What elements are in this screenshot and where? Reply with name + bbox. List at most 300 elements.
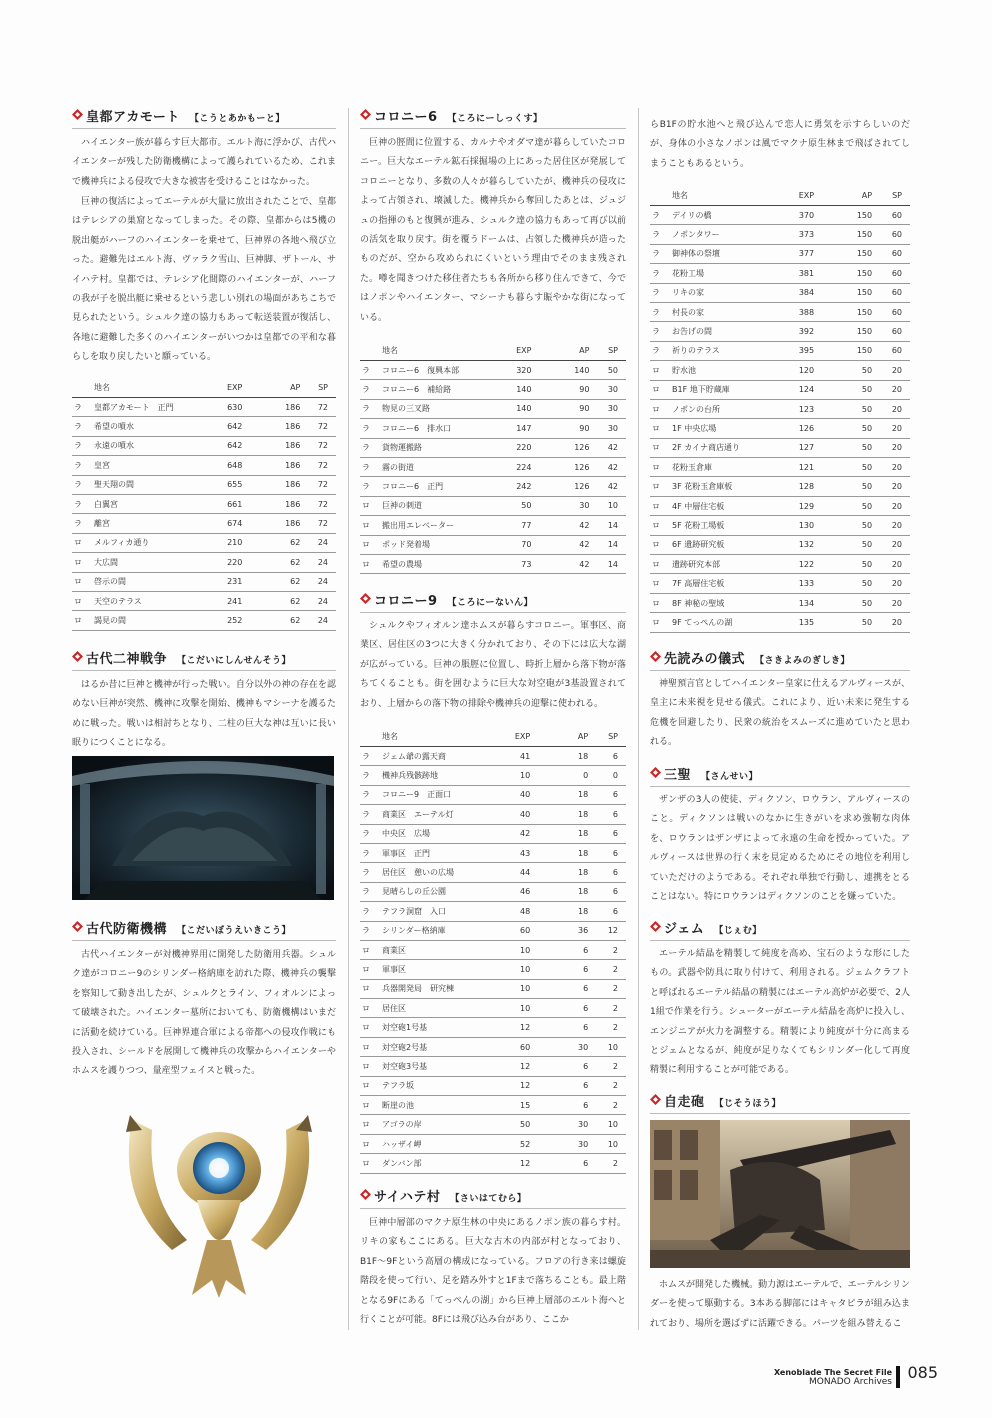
table-header-row bbox=[72, 378, 336, 398]
cell-exp: 630 bbox=[215, 398, 250, 417]
cell-type: ロ bbox=[360, 1134, 382, 1153]
section-reading: 【さいはてむら】 bbox=[450, 1194, 527, 1204]
cell-exp: 377 bbox=[784, 244, 822, 263]
section-title: コロニー6 bbox=[374, 110, 438, 125]
cell-sp: 30 bbox=[597, 380, 626, 399]
cell-exp: 50 bbox=[500, 1115, 538, 1134]
cell-location: ダンバン部 bbox=[382, 1154, 500, 1173]
section-title: 三聖 bbox=[664, 768, 692, 783]
diamond-icon bbox=[650, 1094, 661, 1105]
cell-location: 希望の農場 bbox=[382, 554, 503, 573]
cell-sp: 6 bbox=[596, 843, 626, 862]
section-heading bbox=[650, 648, 910, 671]
cell-sp: 30 bbox=[597, 419, 626, 438]
cell-location: ノポンの台所 bbox=[672, 399, 784, 418]
cell-location: 中央区 広場 bbox=[382, 824, 500, 843]
table-row bbox=[360, 496, 626, 515]
cell-ap: 18 bbox=[538, 882, 596, 901]
header-ap: AP bbox=[250, 378, 308, 398]
cell-sp: 60 bbox=[880, 206, 910, 225]
paragraph: エーテル結晶を精製して純度を高め、宝石のような形にしたもの。武器や防具に取り付けて、利用される。ジェムクラフトと呼ばれるエーテル結晶の精製にはエーテル高炉が必要で、2人1組で作業を行う。シューターがエーテル結晶を高炉に投入し、エンジニアが火力を調整する。精製により純度が十分に高まるとジェムとなるが、純度が足りなくてもシリンダー化して再度精製に利用することが可能である。 bbox=[650, 949, 910, 1076]
cell-sp: 72 bbox=[308, 398, 336, 417]
cell-sp: 42 bbox=[597, 477, 626, 496]
cell-type: ロ bbox=[360, 1096, 382, 1115]
cell-sp: 50 bbox=[597, 361, 626, 380]
cell-location: 断崖の池 bbox=[382, 1096, 500, 1115]
section-heading bbox=[72, 648, 336, 671]
section-title: ジェム bbox=[664, 922, 705, 937]
cell-ap: 6 bbox=[538, 979, 596, 998]
cell-type: ロ bbox=[650, 613, 672, 632]
cell-location: コロニー6 正門 bbox=[382, 477, 503, 496]
table-row bbox=[360, 457, 626, 476]
cell-type: ロ bbox=[650, 593, 672, 612]
cell-sp: 72 bbox=[308, 436, 336, 455]
cell-type: ロ bbox=[360, 554, 382, 573]
cell-type: ロ bbox=[650, 399, 672, 418]
cell-exp: 12 bbox=[500, 1076, 538, 1095]
table-header-row bbox=[650, 186, 910, 206]
cell-type: ラ bbox=[650, 322, 672, 341]
cell-sp: 24 bbox=[308, 591, 336, 610]
cell-type: ロ bbox=[360, 496, 382, 515]
cell-ap: 6 bbox=[538, 1018, 596, 1037]
cell-type: ラ bbox=[72, 494, 94, 513]
cell-sp: 72 bbox=[308, 456, 336, 475]
cell-ap: 50 bbox=[822, 438, 880, 457]
cell-type: ラ bbox=[72, 456, 94, 475]
cell-ap: 18 bbox=[538, 747, 596, 766]
cell-exp: 41 bbox=[500, 747, 538, 766]
cell-exp: 395 bbox=[784, 341, 822, 360]
cell-sp: 72 bbox=[308, 514, 336, 533]
cell-exp: 123 bbox=[784, 399, 822, 418]
cell-location: リキの家 bbox=[672, 283, 784, 302]
header-name: 地名 bbox=[650, 186, 784, 206]
table-row bbox=[360, 1076, 626, 1095]
table-row bbox=[360, 979, 626, 998]
table-row bbox=[650, 206, 910, 225]
cell-location: 希望の噴水 bbox=[94, 417, 215, 436]
location-table bbox=[360, 727, 626, 1174]
table-header-row bbox=[360, 727, 626, 747]
cell-type: ラ bbox=[360, 419, 382, 438]
location-table bbox=[72, 378, 336, 631]
cell-sp: 6 bbox=[596, 747, 626, 766]
cell-exp: 60 bbox=[500, 1037, 538, 1056]
cell-ap: 50 bbox=[822, 574, 880, 593]
table-row bbox=[650, 419, 910, 438]
cell-location: 謁見の間 bbox=[94, 611, 215, 630]
cell-ap: 186 bbox=[250, 475, 308, 494]
cell-exp: 12 bbox=[500, 1154, 538, 1173]
cell-type: ラ bbox=[72, 398, 94, 417]
cell-location: 搬出用エレベーター bbox=[382, 516, 503, 535]
cell-location: 啓示の間 bbox=[94, 572, 215, 591]
cell-sp: 72 bbox=[308, 475, 336, 494]
cell-ap: 42 bbox=[539, 516, 597, 535]
cell-type: ロ bbox=[360, 999, 382, 1018]
cell-ap: 6 bbox=[538, 999, 596, 1018]
table-row bbox=[360, 1154, 626, 1173]
cell-sp: 10 bbox=[596, 1037, 626, 1056]
cell-ap: 18 bbox=[538, 785, 596, 804]
table-row bbox=[650, 244, 910, 263]
section-title: サイハテ村 bbox=[374, 1190, 441, 1205]
cell-ap: 90 bbox=[539, 399, 597, 418]
paragraph: 巨神の復活によってエーテルが大量に放出されたことで、皇都はテレシアの巣窟となってしまった。その際、皇都からは5機の脱出艇がハーフのハイエンターを乗せて、巨神界の各地へ飛び立った。避難先はエルト海、ヴァラク雪山、巨神脚、ザトール、サイハテ村。皇都では、テレシア化間際のハイエンターが、ハーフの我が子を脱出艇に乗せるという悲しい別れの場面があちこちで見られたという。シュルク達の協力もあって転送装置が復活し、各地に避難した多くのハイエンターがいつかは皇都での平和な暮らしを取り戻したいと願っている。 bbox=[72, 197, 336, 363]
diamond-icon bbox=[72, 921, 83, 932]
cell-type: ロ bbox=[360, 535, 382, 554]
header-name: 地名 bbox=[360, 341, 503, 361]
cell-location: コロニー6 復興本部 bbox=[382, 361, 503, 380]
cell-ap: 50 bbox=[822, 458, 880, 477]
table-row bbox=[650, 225, 910, 244]
cell-exp: 133 bbox=[784, 574, 822, 593]
location-table bbox=[650, 186, 910, 633]
cell-exp: 220 bbox=[503, 438, 540, 457]
table-row bbox=[360, 1018, 626, 1037]
cell-ap: 0 bbox=[538, 766, 596, 785]
cell-exp: 128 bbox=[784, 477, 822, 496]
cell-exp: 224 bbox=[503, 457, 540, 476]
cell-exp: 12 bbox=[500, 1057, 538, 1076]
cell-location: 機神兵残骸跡地 bbox=[382, 766, 500, 785]
cell-type: ラ bbox=[360, 863, 382, 882]
cell-sp: 6 bbox=[596, 882, 626, 901]
cell-sp: 72 bbox=[308, 494, 336, 513]
cell-sp: 2 bbox=[596, 940, 626, 959]
section-reading: 【こだいぼうえいきこう】 bbox=[177, 926, 292, 936]
cell-exp: 384 bbox=[784, 283, 822, 302]
cell-ap: 42 bbox=[539, 535, 597, 554]
table-row bbox=[650, 283, 910, 302]
paragraph: 神聖預言官としてハイエンター皇家に仕えるアルヴィースが、皇主に未来視を見せる儀式。これにより、近い未来に発生する危機を回避したり、民衆の統治をスムーズに進めていたと思われる。 bbox=[650, 679, 910, 748]
cell-type: ロ bbox=[360, 940, 382, 959]
cell-ap: 62 bbox=[250, 611, 308, 630]
cell-sp: 14 bbox=[597, 516, 626, 535]
cell-sp: 20 bbox=[880, 380, 910, 399]
table-row bbox=[360, 399, 626, 418]
table-row bbox=[360, 1134, 626, 1153]
cell-exp: 15 bbox=[500, 1096, 538, 1115]
paragraph: 巨神の脛間に位置する、カルナやオダマ達が暮らしていたコロニー。巨大なエーテル鉱石採掘場の上にあった居住区が発展してコロニーとなり、多数の人々が暮らしていたが、機神兵の侵攻によって占領され、壊滅した。機神兵から奪回したあとは、ジュジュの指揮のもと復興が進み、シュルク達の協力もあって再び以前の活気を取り戻す。街を覆うドームは、占領した機神兵が造ったものだが、空から攻められにくいという理由でそのまま残された。噂を聞きつけた移住者たちも各所から移り住んできて、今ではノポンやハイエンター、マシーナも暮らす賑やかな街になっている。 bbox=[360, 138, 626, 323]
cell-exp: 388 bbox=[784, 302, 822, 321]
cell-sp: 20 bbox=[880, 516, 910, 535]
table-row bbox=[360, 824, 626, 843]
cell-location: 聖天翔の間 bbox=[94, 475, 215, 494]
cell-exp: 134 bbox=[784, 593, 822, 612]
cell-ap: 186 bbox=[250, 436, 308, 455]
cell-type: ラ bbox=[650, 341, 672, 360]
cell-ap: 150 bbox=[822, 206, 880, 225]
cell-sp: 0 bbox=[596, 766, 626, 785]
cell-location: 6F 遺跡研究板 bbox=[672, 535, 784, 554]
table-row bbox=[650, 574, 910, 593]
cell-location: テフラ坂 bbox=[382, 1076, 500, 1095]
cell-sp: 2 bbox=[596, 1018, 626, 1037]
table-row bbox=[650, 380, 910, 399]
cell-sp: 2 bbox=[596, 1057, 626, 1076]
section-title: 古代防衛機構 bbox=[86, 922, 168, 937]
cell-sp: 60 bbox=[880, 283, 910, 302]
section-reading: 【じそうほう】 bbox=[714, 1099, 782, 1109]
cell-sp: 20 bbox=[880, 593, 910, 612]
paragraph: ザンザの3人の使徒、ディクソン、ロウラン、アルヴィースのこと。ディクソンは戦いのなかに生きがいを求め強靭な肉体を、ロウランはザンザによって永遠の生命を授かっていた。アルヴィースは世界の行く末を見定めるためにその地位を利用していただけのようである。それぞれ単独で行動し、連携をとることはない。特にロウランはディクソンのことを嫌っていた。 bbox=[650, 795, 910, 903]
section-heading bbox=[360, 590, 626, 613]
cell-ap: 18 bbox=[538, 824, 596, 843]
diamond-icon bbox=[650, 651, 661, 662]
table-row bbox=[360, 477, 626, 496]
header-sp: SP bbox=[308, 378, 336, 398]
paragraph: はるか昔に巨神と機神が行った戦い。自分以外の神の存在を認めない巨神が突然、機神に攻撃を開始、機神もマシーナを護るために戦った。戦いは相討ちとなり、二柱の巨大な神は互いに長い眠りにつくことになる。 bbox=[72, 680, 336, 749]
cell-location: 商業区 bbox=[382, 940, 500, 959]
cell-sp: 2 bbox=[596, 1076, 626, 1095]
cell-ap: 50 bbox=[822, 477, 880, 496]
cell-exp: 122 bbox=[784, 555, 822, 574]
page-number: 085 bbox=[907, 1363, 938, 1382]
cell-type: ロ bbox=[72, 553, 94, 572]
diamond-icon bbox=[360, 593, 371, 604]
battle-scene-image bbox=[72, 756, 334, 900]
cell-location: 居住区 bbox=[382, 999, 500, 1018]
cell-exp: 50 bbox=[503, 496, 540, 515]
cell-type: ラ bbox=[360, 361, 382, 380]
section-reading: 【ころにーしっくす】 bbox=[447, 114, 543, 124]
header-ap: AP bbox=[539, 341, 597, 361]
table-row bbox=[360, 805, 626, 824]
cell-location: 村長の家 bbox=[672, 302, 784, 321]
cell-sp: 72 bbox=[308, 417, 336, 436]
table-row bbox=[360, 960, 626, 979]
cell-location: 花粉玉倉庫 bbox=[672, 458, 784, 477]
cell-location: 2F カイナ商店通り bbox=[672, 438, 784, 457]
cell-exp: 120 bbox=[784, 361, 822, 380]
cell-location: メルフィカ通り bbox=[94, 533, 215, 552]
section-title: 自走砲 bbox=[664, 1095, 705, 1110]
cell-ap: 50 bbox=[822, 496, 880, 515]
table-row bbox=[650, 516, 910, 535]
section-heading bbox=[650, 1091, 910, 1114]
column-divider bbox=[348, 108, 349, 1330]
table-row bbox=[360, 361, 626, 380]
cell-type: ラ bbox=[360, 747, 382, 766]
table-row bbox=[360, 554, 626, 573]
cell-type: ロ bbox=[72, 533, 94, 552]
header-sp: SP bbox=[597, 341, 626, 361]
diamond-icon bbox=[650, 767, 661, 778]
cell-exp: 10 bbox=[500, 960, 538, 979]
cell-location: 3F 花粉玉倉庫板 bbox=[672, 477, 784, 496]
section-heading bbox=[360, 1186, 626, 1209]
table-row bbox=[650, 496, 910, 515]
cell-type: ラ bbox=[650, 302, 672, 321]
cell-ap: 150 bbox=[822, 283, 880, 302]
cell-location: ハッザイ岬 bbox=[382, 1134, 500, 1153]
cell-sp: 24 bbox=[308, 611, 336, 630]
cell-location: 遺跡研究本部 bbox=[672, 555, 784, 574]
cell-type: ロ bbox=[650, 438, 672, 457]
cell-ap: 186 bbox=[250, 514, 308, 533]
section-reading: 【こうとあかもーと】 bbox=[189, 114, 285, 124]
cell-type: ラ bbox=[360, 805, 382, 824]
cell-location: アゴラの岸 bbox=[382, 1115, 500, 1134]
cell-exp: 381 bbox=[784, 264, 822, 283]
cell-type: ロ bbox=[72, 572, 94, 591]
cell-ap: 50 bbox=[822, 399, 880, 418]
cell-exp: 220 bbox=[215, 553, 250, 572]
column-divider bbox=[638, 108, 639, 1330]
diamond-icon bbox=[360, 109, 371, 120]
cell-sp: 20 bbox=[880, 477, 910, 496]
cell-exp: 126 bbox=[784, 419, 822, 438]
cell-exp: 231 bbox=[215, 572, 250, 591]
cell-exp: 44 bbox=[500, 863, 538, 882]
cell-ap: 90 bbox=[539, 380, 597, 399]
table-row bbox=[650, 361, 910, 380]
cell-ap: 150 bbox=[822, 302, 880, 321]
table-row bbox=[72, 417, 336, 436]
cell-type: ロ bbox=[650, 555, 672, 574]
cell-location: 物見の三叉路 bbox=[382, 399, 503, 418]
cell-ap: 126 bbox=[539, 457, 597, 476]
cell-exp: 127 bbox=[784, 438, 822, 457]
table-row bbox=[72, 611, 336, 630]
cell-exp: 10 bbox=[500, 979, 538, 998]
cell-ap: 50 bbox=[822, 380, 880, 399]
footer-series-title: MONADO Archives bbox=[809, 1377, 892, 1387]
cell-type: ロ bbox=[72, 591, 94, 610]
table-row bbox=[650, 535, 910, 554]
cell-type: ラ bbox=[650, 225, 672, 244]
cell-type: ラ bbox=[72, 475, 94, 494]
cell-type: ロ bbox=[650, 516, 672, 535]
cell-type: ラ bbox=[650, 283, 672, 302]
cell-sp: 24 bbox=[308, 553, 336, 572]
cell-location: 7F 高層住宅板 bbox=[672, 574, 784, 593]
cell-sp: 60 bbox=[880, 302, 910, 321]
cell-location: 9F てっぺんの湖 bbox=[672, 613, 784, 632]
cell-sp: 20 bbox=[880, 535, 910, 554]
cell-exp: 147 bbox=[503, 419, 540, 438]
cell-type: ロ bbox=[650, 477, 672, 496]
table-row bbox=[360, 785, 626, 804]
cell-sp: 20 bbox=[880, 458, 910, 477]
section-reading: 【さきよみのぎしき】 bbox=[755, 656, 851, 666]
cell-ap: 126 bbox=[539, 477, 597, 496]
diamond-icon bbox=[72, 109, 83, 120]
cell-sp: 42 bbox=[597, 438, 626, 457]
cell-exp: 70 bbox=[503, 535, 540, 554]
table-row bbox=[72, 456, 336, 475]
cell-location: 御神体の祭壇 bbox=[672, 244, 784, 263]
cell-location: 貯水池 bbox=[672, 361, 784, 380]
cell-exp: 373 bbox=[784, 225, 822, 244]
cell-location: テフラ洞窟 入口 bbox=[382, 902, 500, 921]
cell-exp: 46 bbox=[500, 882, 538, 901]
table-row bbox=[72, 553, 336, 572]
cell-sp: 20 bbox=[880, 419, 910, 438]
cell-sp: 6 bbox=[596, 785, 626, 804]
cell-sp: 60 bbox=[880, 225, 910, 244]
cell-type: ラ bbox=[360, 457, 382, 476]
cell-sp: 20 bbox=[880, 555, 910, 574]
cell-exp: 655 bbox=[215, 475, 250, 494]
table-row bbox=[72, 591, 336, 610]
cell-location: コロニー9 正面口 bbox=[382, 785, 500, 804]
cell-exp: 129 bbox=[784, 496, 822, 515]
cell-type: ロ bbox=[360, 1154, 382, 1173]
cell-exp: 140 bbox=[503, 380, 540, 399]
cell-sp: 2 bbox=[596, 979, 626, 998]
cell-location: 花粉工場 bbox=[672, 264, 784, 283]
cell-ap: 30 bbox=[539, 496, 597, 515]
cell-location: 見晴らしの丘公園 bbox=[382, 882, 500, 901]
header-exp: EXP bbox=[500, 727, 538, 747]
cell-sp: 2 bbox=[596, 1096, 626, 1115]
cell-sp: 60 bbox=[880, 322, 910, 341]
table-row bbox=[360, 535, 626, 554]
section-heading bbox=[650, 764, 910, 787]
header-name: 地名 bbox=[72, 378, 215, 398]
cell-ap: 62 bbox=[250, 572, 308, 591]
section-heading bbox=[72, 106, 336, 129]
cell-type: ロ bbox=[360, 1018, 382, 1037]
table-row bbox=[360, 940, 626, 959]
cell-type: ラ bbox=[650, 206, 672, 225]
table-row bbox=[72, 514, 336, 533]
cell-sp: 24 bbox=[308, 572, 336, 591]
cell-exp: 10 bbox=[500, 940, 538, 959]
cell-type: ロ bbox=[360, 1057, 382, 1076]
cell-type: ロ bbox=[360, 979, 382, 998]
cell-ap: 30 bbox=[538, 1037, 596, 1056]
cell-ap: 36 bbox=[538, 921, 596, 940]
cell-exp: 40 bbox=[500, 805, 538, 824]
cell-type: ラ bbox=[360, 438, 382, 457]
cell-ap: 186 bbox=[250, 417, 308, 436]
cell-sp: 6 bbox=[596, 863, 626, 882]
header-exp: EXP bbox=[503, 341, 540, 361]
cell-ap: 6 bbox=[538, 1076, 596, 1095]
cell-type: ラ bbox=[360, 477, 382, 496]
cell-exp: 392 bbox=[784, 322, 822, 341]
cell-type: ラ bbox=[72, 514, 94, 533]
table-row bbox=[360, 1057, 626, 1076]
cell-location: 皇都アカモート 正門 bbox=[94, 398, 215, 417]
cell-type: ラ bbox=[72, 436, 94, 455]
cell-sp: 2 bbox=[596, 999, 626, 1018]
mobile-cannon-image bbox=[650, 1120, 910, 1268]
cell-sp: 10 bbox=[596, 1134, 626, 1153]
paragraph: らB1Fの貯水池へと飛び込んで恋人に勇気を示すらしいのだが、身体の小さなノポンは風でマクナ原生林まで飛ばされてしまうこともあるという。 bbox=[650, 120, 910, 169]
table-row bbox=[360, 902, 626, 921]
diamond-icon bbox=[650, 921, 661, 932]
section-title: コロニー9 bbox=[374, 594, 438, 609]
cell-sp: 2 bbox=[596, 1154, 626, 1173]
section-title: 先読みの儀式 bbox=[664, 652, 746, 667]
table-row bbox=[72, 475, 336, 494]
cell-exp: 135 bbox=[784, 613, 822, 632]
section-reading: 【じぇむ】 bbox=[714, 926, 762, 936]
cell-type: ラ bbox=[360, 380, 382, 399]
cell-location: 軍事区 bbox=[382, 960, 500, 979]
cell-type: ロ bbox=[72, 611, 94, 630]
paragraph: ホムスが開発した機械。動力源はエーテルで、エーテルシリンダーを使って駆動する。3本ある脚部にはキャタピラが組み込まれており、場所を選ばずに活躍できる。パーツを組み替えるこ bbox=[650, 1280, 910, 1329]
cell-ap: 18 bbox=[538, 805, 596, 824]
header-sp: SP bbox=[880, 186, 910, 206]
cell-exp: 241 bbox=[215, 591, 250, 610]
